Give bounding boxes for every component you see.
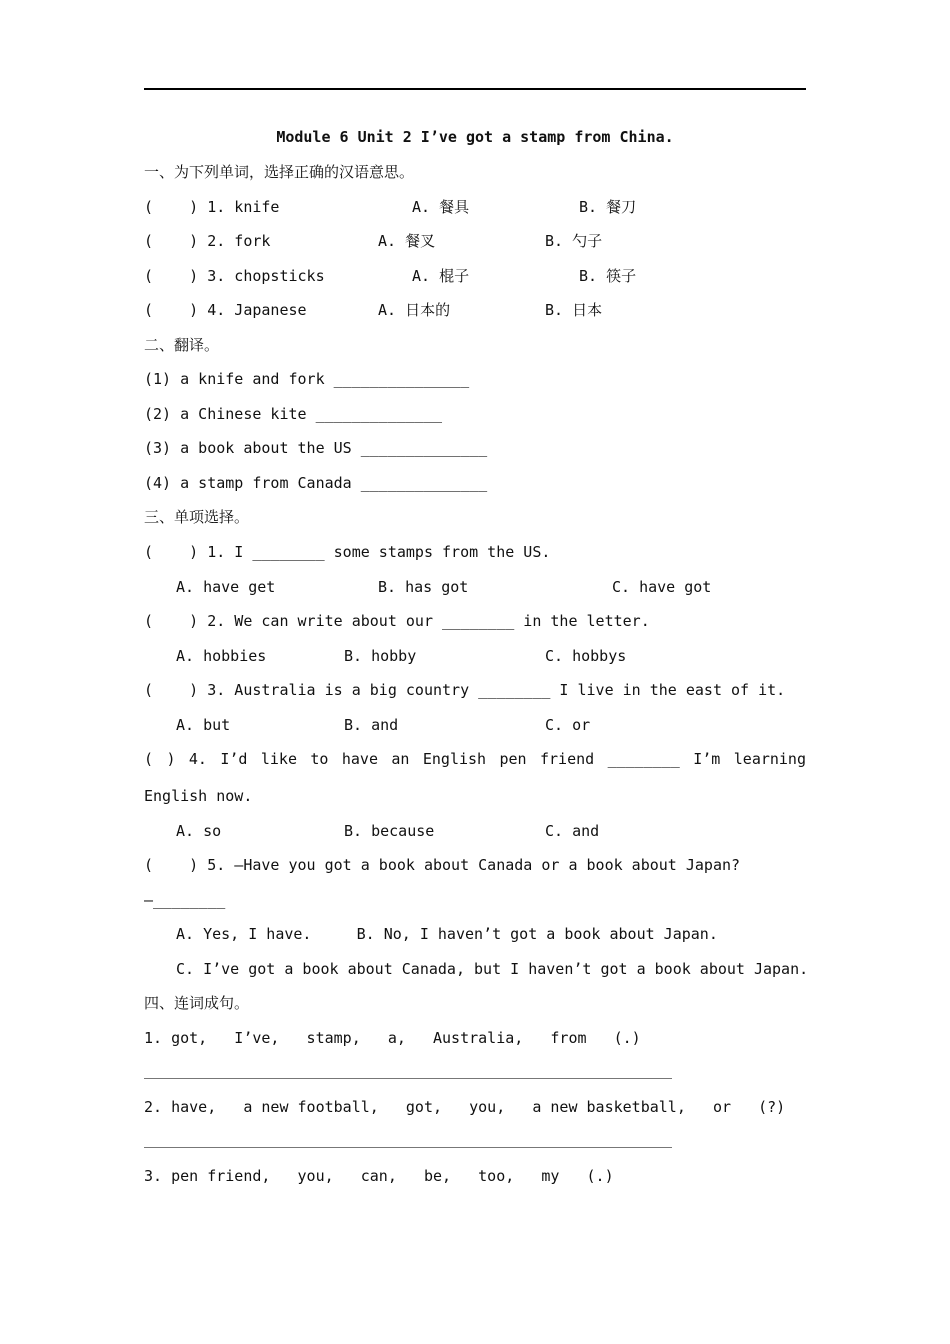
s1-q1-option-b: B. 餐刀 [579,198,637,216]
s3-q5-option-c: C. I’ve got a book about Canada, but I haven’t got a book about Japan. [176,960,809,978]
s1-q4-option-a: A. 日本的 [378,301,451,319]
s2-item-2: (2) a Chinese kite ______________ [144,405,443,423]
s2-item-1: (1) a knife and fork _______________ [144,370,470,388]
s2-item-4: (4) a stamp from Canada ______________ [144,474,488,492]
s3-q5-answer-line: —________ [144,891,226,909]
s4-item-3: 3. pen friend, you, can, be, too, my (.) [144,1167,614,1185]
s3-q1: ( ) 1. I ________ some stamps from the US. [144,543,551,561]
s3-q3-option-a: A. but [176,716,231,734]
s3-q2-option-a: A. hobbies [176,647,267,665]
s3-q5-options-ab: A. Yes, I have. B. No, I haven’t got a book about Japan. [176,925,718,943]
s3-q4-continued: English now. [144,787,253,805]
s4-item-1: 1. got, I’ve, stamp, a, Australia, from (.) [144,1029,641,1047]
s3-q4: ( ) 4. I’d like to have an English pen friend ________ I’m learning [144,750,806,768]
s3-q2-option-c: C. hobbys [545,647,627,665]
section2-heading: 二、翻译。 [144,336,220,354]
s1-q4-option-b: B. 日本 [545,301,603,319]
s3-q1-option-a: A. have get [176,578,276,596]
s1-q4: ( ) 4. Japanese [144,301,307,319]
s1-q2: ( ) 2. fork [144,232,271,250]
s1-q1-option-a: A. 餐具 [412,198,470,216]
s2-item-3: (3) a book about the US ______________ [144,439,488,457]
section3-heading: 三、单项选择。 [144,508,250,526]
s3-q2: ( ) 2. We can write about our ________ in the letter. [144,612,650,630]
s4-item-2: 2. have, a new football, got, you, a new basketball, or (?) [144,1098,786,1116]
s1-q2-option-b: B. 勺子 [545,232,603,250]
s3-q4-option-b: B. because [344,822,435,840]
s1-q3-option-a: A. 棍子 [412,267,470,285]
worksheet-title: Module 6 Unit 2 I’ve got a stamp from China. [276,128,674,146]
s1-q1: ( ) 1. knife [144,198,280,216]
s3-q5: ( ) 5. —Have you got a book about Canada or a book about Japan? [144,856,741,874]
s1-q3-option-b: B. 筷子 [579,267,637,285]
s3-q2-option-b: B. hobby [344,647,417,665]
s4-answer-rule-1 [144,1078,672,1079]
section1-heading: 一、为下列单词，选择正确的汉语意思。 [144,163,415,181]
s3-q3-option-b: B. and [344,716,399,734]
s3-q3: ( ) 3. Australia is a big country ________ I live in the east of it. [144,681,786,699]
s3-q1-option-c: C. have got [612,578,712,596]
s3-q4-option-a: A. so [176,822,222,840]
s1-q3: ( ) 3. chopsticks [144,267,325,285]
header-rule [144,88,806,90]
s4-answer-rule-2 [144,1147,672,1148]
s3-q4-option-c: C. and [545,822,600,840]
s3-q3-option-c: C. or [545,716,591,734]
section4-heading: 四、连词成句。 [144,994,250,1012]
s3-q1-option-b: B. has got [378,578,469,596]
s1-q2-option-a: A. 餐叉 [378,232,436,250]
